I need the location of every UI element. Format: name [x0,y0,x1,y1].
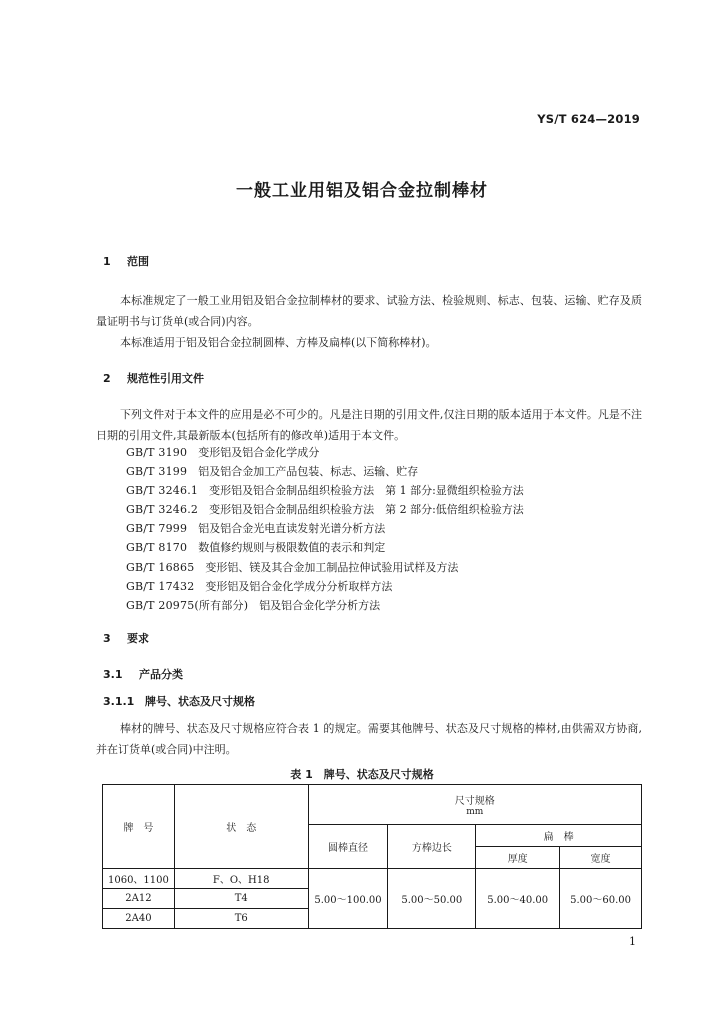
reference-title: 变形铝及铝合金制品组织检验方法 第 2 部分:低倍组织检验方法 [209,503,524,517]
table-1-caption: 表 1 牌号、状态及尺寸规格 [290,768,434,781]
reference-item [126,577,524,596]
reference-code: GB/T 8170 [126,541,188,555]
reference-title: 变形铝及铝合金化学成分分析取样方法 [205,579,393,593]
reference-code: GB/T 17432 [126,579,195,593]
reference-item [126,481,524,500]
cell-square-side: 5.00～50.00 [388,869,476,929]
section-3-1-1-body [96,718,642,760]
reference-title: 铝及铝合金加工产品包装、标志、运输、贮存 [198,465,419,479]
section-2-intro-paragraph: 下列文件对于本文件的应用是必不可少的。凡是注日期的引用文件,仅注日期的版本适用于本文件。凡是不注日期的引用文件,其最新版本(包括所有的修改单)适用于本文件。 [96,408,642,442]
reference-code: GB/T 16865 [126,560,195,574]
reference-item [126,596,524,615]
section-2-title: 规范性引用文件 [127,372,204,385]
reference-title: 变形铝及铝合金制品组织检验方法 第 1 部分:显微组织检验方法 [209,484,524,498]
cell-grade: 2A40 [103,909,175,929]
cell-temper: F、O、H18 [174,869,308,889]
cell-temper: T6 [174,909,308,929]
reference-code: GB/T 3246.1 [126,484,199,498]
section-3-1-1-paragraph: 棒材的牌号、状态及尺寸规格应符合表 1 的规定。需要其他牌号、状态及尺寸规格的棒材,由供需双方协商,并在订货单(或合同)中注明。 [96,722,642,756]
section-2-number: 2 [103,372,111,385]
reference-title: 铝及铝合金化学分析方法 [259,598,381,612]
reference-code: GB/T 3199 [126,465,188,479]
reference-title: 变形铝、镁及其合金加工制品拉伸试验用试样及方法 [205,560,459,574]
section-3-1-1-title: 牌号、状态及尺寸规格 [145,695,255,708]
section-3-1-heading [103,666,183,682]
reference-item [126,443,524,462]
cell-width: 5.00～60.00 [560,869,642,929]
reference-code: GB/T 3190 [126,446,188,459]
header-round-diameter: 圆棒直径 [308,825,388,869]
header-unit: mm [466,807,484,817]
section-1-paragraph-2: 本标准适用于铝及铝合金拉制圆棒、方棒及扁棒(以下简称棒材)。 [120,336,437,349]
reference-item [126,538,524,557]
reference-code: GB/T 3246.2 [126,503,199,517]
section-2-heading [103,370,204,386]
section-3-1-number: 3.1 [103,668,123,681]
header-square-side: 方棒边长 [388,825,476,869]
reference-item [126,558,524,577]
header-temper: 状 态 [174,785,308,869]
reference-title: 铝及铝合金光电直读发射光谱分析方法 [198,522,386,536]
standard-number: YS/T 624—2019 [537,112,640,126]
section-1-title: 范围 [127,255,149,268]
section-3-number: 3 [103,632,111,645]
table-1 [102,784,642,929]
reference-code: GB/T 7999 [126,522,188,536]
section-3-1-title: 产品分类 [139,668,183,681]
reference-item [126,462,524,481]
reference-list [126,443,524,615]
cell-round-diameter: 5.00～100.00 [308,869,388,929]
header-flat-bar: 扁 棒 [476,825,642,847]
section-3-1-1-heading [103,693,255,709]
table-header-row [103,785,642,825]
section-3-title: 要求 [127,632,149,645]
section-3-heading [103,630,149,646]
header-width: 宽度 [560,847,642,869]
header-grade: 牌 号 [103,785,175,869]
document-title: 一般工业用铝及铝合金拉制棒材 [236,181,488,201]
reference-item [126,519,524,538]
cell-grade: 1060、1100 [103,869,175,889]
reference-title: 数值修约规则与极限数值的表示和判定 [198,541,386,555]
page-number: 1 [629,935,636,948]
header-size-spec-label: 尺寸规格 [454,796,495,807]
section-1-paragraph-1: 本标准规定了一般工业用铝及铝合金拉制棒材的要求、试验方法、检验规则、标志、包装、运输、贮存及质量证明书与订货单(或合同)内容。 [96,294,642,328]
header-thickness: 厚度 [476,847,560,869]
table-row [103,869,642,889]
cell-grade: 2A12 [103,889,175,909]
section-2-intro [96,404,642,446]
section-1-number: 1 [103,255,111,268]
cell-thickness: 5.00～40.00 [476,869,560,929]
reference-item [126,500,524,519]
section-3-1-1-number: 3.1.1 [103,695,135,708]
cell-temper: T4 [174,889,308,909]
reference-code: GB/T 20975(所有部分) [126,598,249,612]
section-1-body [96,290,642,353]
section-1-heading [103,253,149,269]
header-size-spec [308,785,641,825]
reference-title: 变形铝及铝合金化学成分 [198,446,320,459]
